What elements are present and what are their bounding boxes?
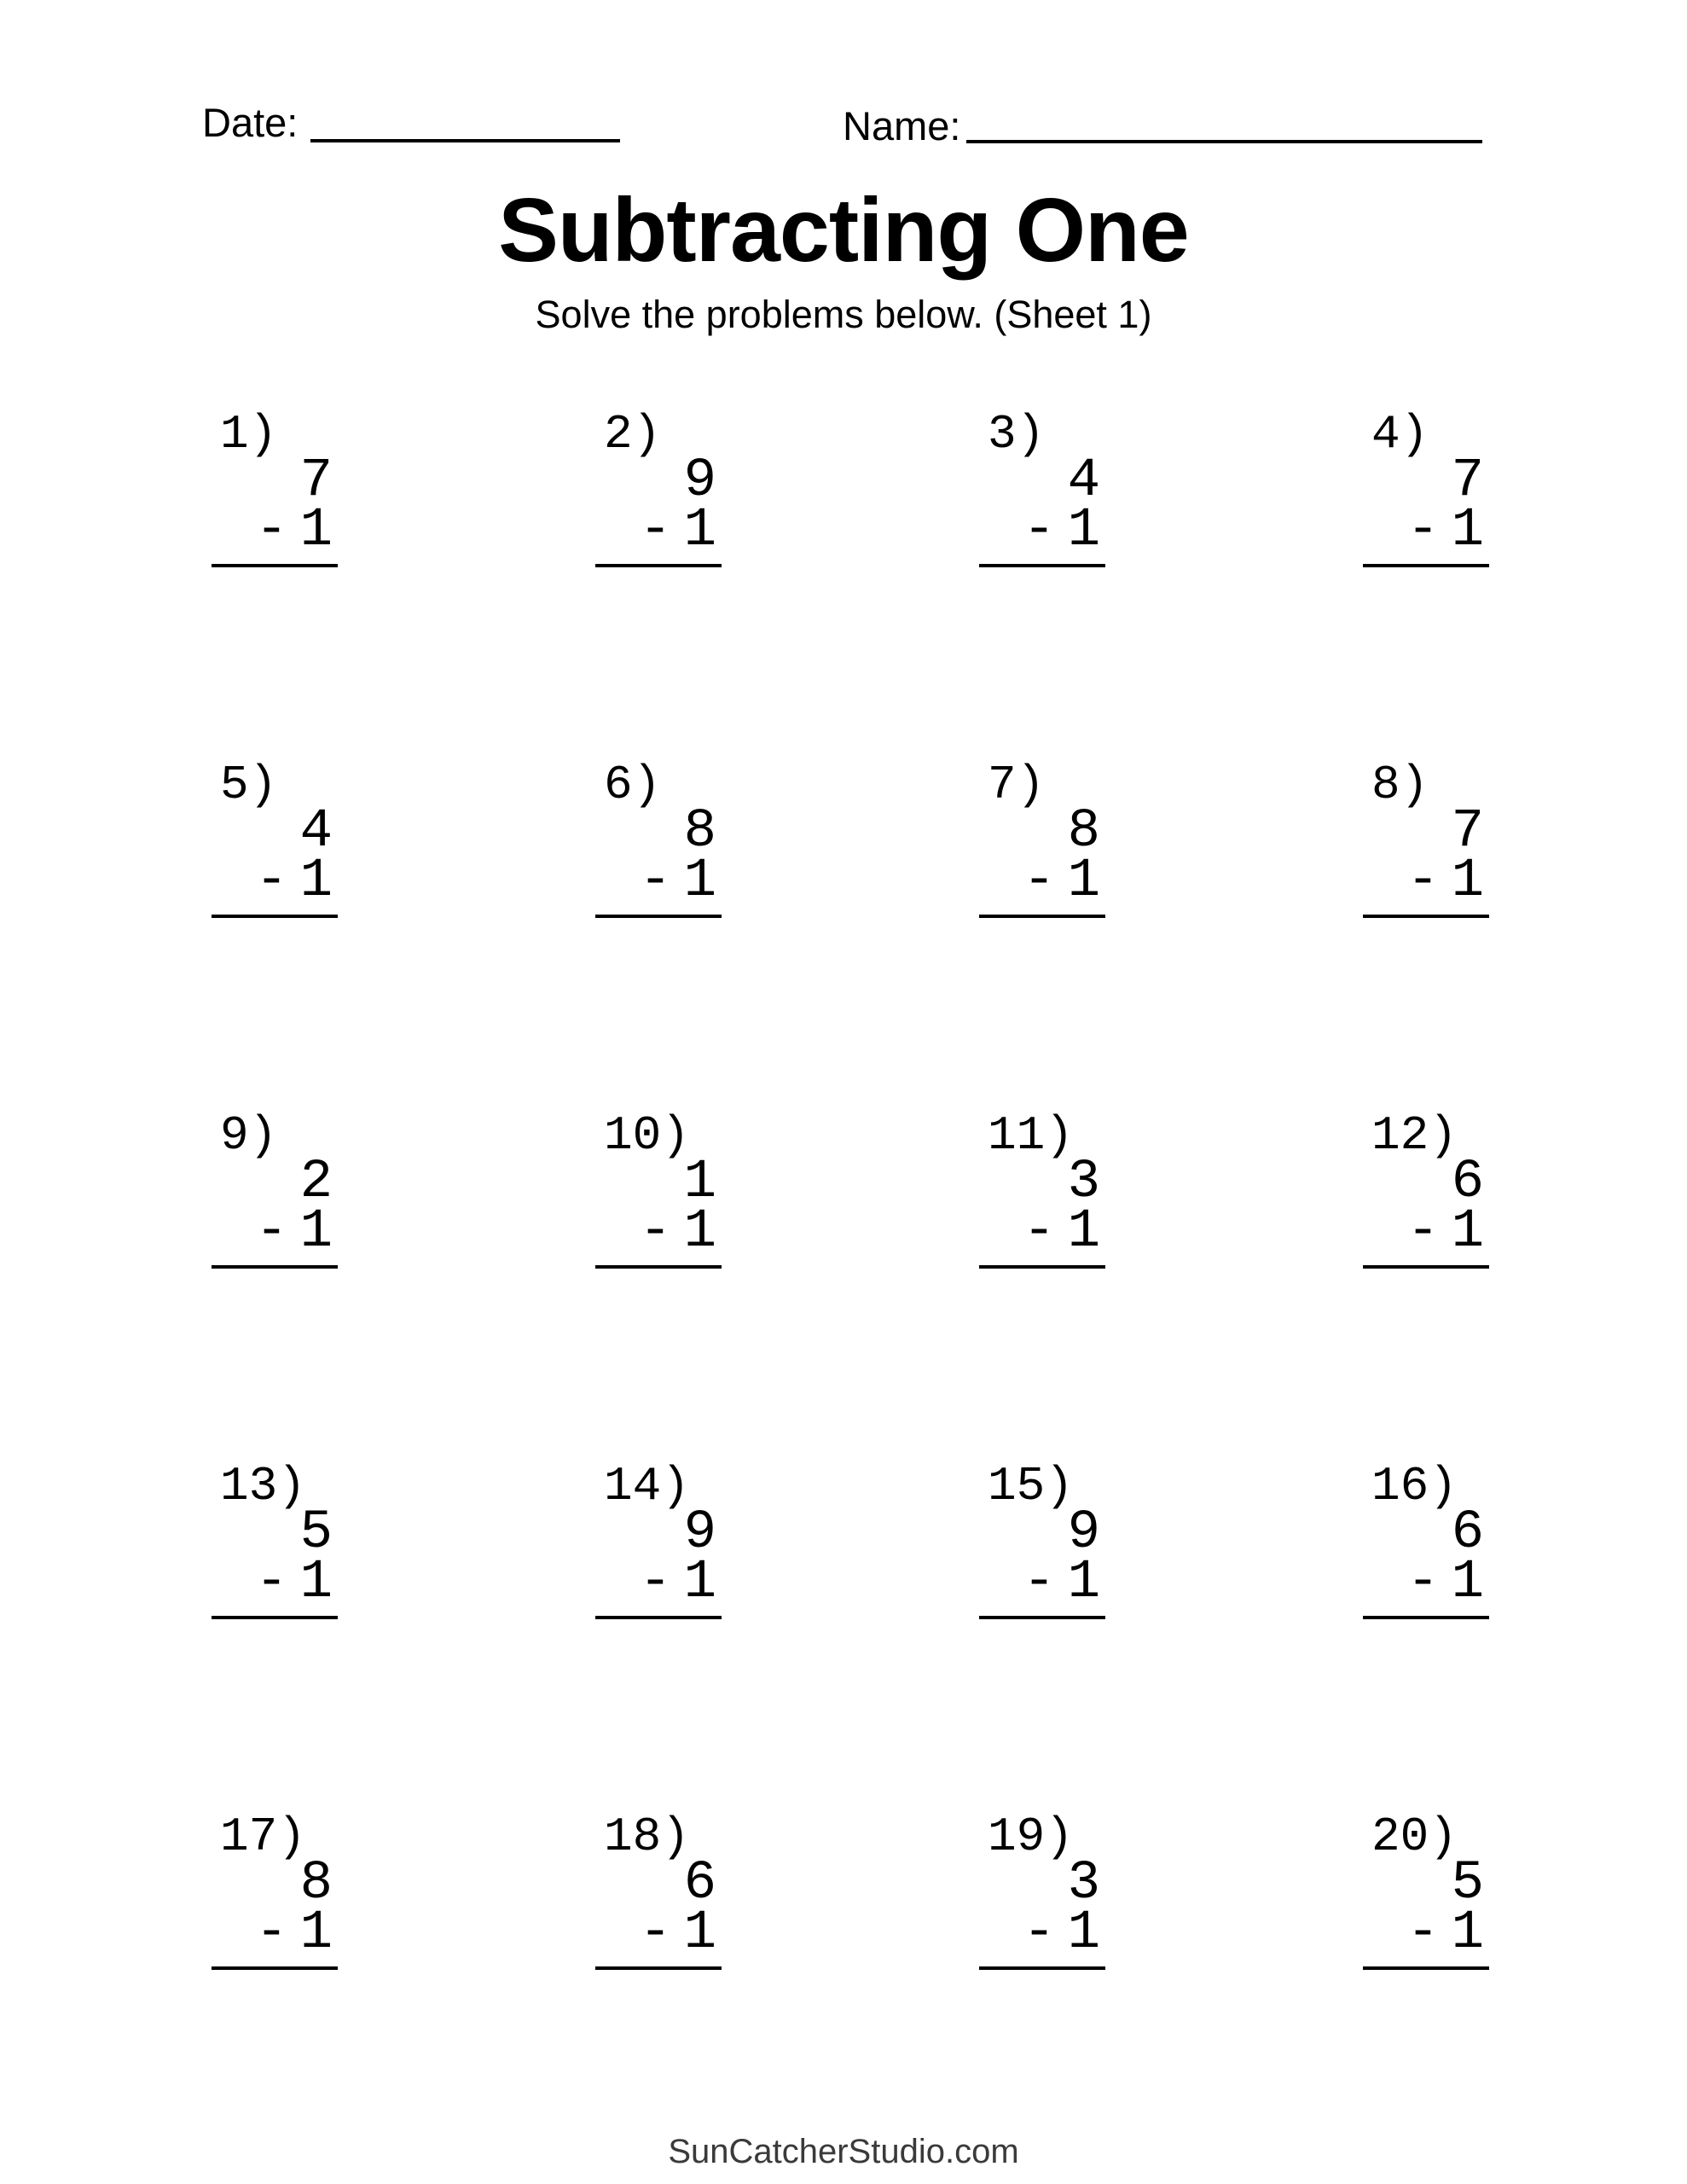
subtrahend: 1: [1067, 500, 1100, 561]
answer-line: [1363, 1966, 1489, 1970]
problem: [212, 1459, 338, 1618]
minuend: 6: [1451, 1502, 1484, 1564]
problem: [1363, 1809, 1489, 1968]
problem-number: 12): [1371, 1108, 1458, 1163]
answer-line: [595, 564, 722, 567]
subtrahend-row: [1363, 500, 1489, 561]
minus-sign: -: [1406, 1552, 1440, 1613]
minus-sign: -: [1023, 1902, 1056, 1964]
minuend: 7: [1451, 801, 1484, 863]
problem: [1363, 407, 1489, 566]
problem: [979, 758, 1105, 916]
subtrahend: 1: [1451, 500, 1484, 561]
subtrahend-row: [212, 500, 338, 561]
answer-line: [212, 564, 338, 567]
problem-number: 17): [220, 1809, 306, 1864]
problem: [595, 758, 722, 916]
subtrahend: 1: [299, 1201, 333, 1263]
subtrahend-row: [1363, 1902, 1489, 1964]
problem-number: 3): [988, 407, 1046, 462]
minus-sign: -: [639, 1552, 672, 1613]
problem-number: 20): [1371, 1809, 1458, 1864]
minus-sign: -: [1406, 851, 1440, 912]
problem: [595, 407, 722, 566]
subtrahend: 1: [1067, 1201, 1100, 1263]
problem: [212, 1108, 338, 1267]
minuend: 3: [1067, 1152, 1100, 1213]
subtrahend: 1: [683, 1552, 716, 1613]
answer-line: [595, 1265, 722, 1269]
problem-number: 19): [988, 1809, 1074, 1864]
problem-number: 16): [1371, 1459, 1458, 1513]
subtrahend: 1: [683, 851, 716, 912]
minuend: 8: [683, 801, 716, 863]
minuend: 9: [683, 450, 716, 512]
minus-sign: -: [639, 851, 672, 912]
answer-line: [1363, 915, 1489, 918]
page-subtitle: Solve the problems below. (Sheet 1): [535, 293, 1152, 336]
minus-sign: -: [639, 1201, 672, 1263]
problem-number: 8): [1371, 758, 1429, 812]
minuend: 4: [299, 801, 333, 863]
answer-line: [1363, 1265, 1489, 1269]
problem: [979, 1809, 1105, 1968]
minuend: 2: [299, 1152, 333, 1213]
subtrahend-row: [979, 500, 1105, 561]
minuend: 9: [683, 1502, 716, 1564]
minuend: 5: [299, 1502, 333, 1564]
subtrahend: 1: [1451, 1201, 1484, 1263]
subtrahend: 1: [299, 1552, 333, 1613]
problem: [1363, 758, 1489, 916]
problem: [979, 1459, 1105, 1618]
subtrahend-row: [979, 1552, 1105, 1613]
problems-grid: [212, 407, 1489, 1968]
answer-line: [595, 1966, 722, 1970]
minuend: 7: [299, 450, 333, 512]
problem: [1363, 1108, 1489, 1267]
problem-number: 5): [220, 758, 278, 812]
problem-number: 15): [988, 1459, 1074, 1513]
answer-line: [595, 915, 722, 918]
minus-sign: -: [639, 1902, 672, 1964]
problem-number: 14): [604, 1459, 690, 1513]
minus-sign: -: [255, 1201, 288, 1263]
subtrahend: 1: [683, 500, 716, 561]
minus-sign: -: [255, 1902, 288, 1964]
subtrahend-row: [595, 500, 722, 561]
minuend: 1: [683, 1152, 716, 1213]
answer-line: [595, 1616, 722, 1619]
problem-number: 4): [1371, 407, 1429, 462]
subtrahend-row: [1363, 1552, 1489, 1613]
problem-number: 11): [988, 1108, 1074, 1163]
answer-line: [212, 1616, 338, 1619]
subtrahend-row: [979, 851, 1105, 912]
minuend: 6: [1451, 1152, 1484, 1213]
subtrahend-row: [979, 1201, 1105, 1263]
minuend: 8: [299, 1853, 333, 1914]
subtrahend: 1: [1067, 1902, 1100, 1964]
footer-site: SunCatcherStudio.com: [668, 2133, 1019, 2170]
subtrahend-row: [595, 1201, 722, 1263]
answer-line: [212, 915, 338, 918]
subtrahend-row: [212, 851, 338, 912]
answer-line: [979, 915, 1105, 918]
subtrahend-row: [212, 1552, 338, 1613]
minuend: 6: [683, 1853, 716, 1914]
subtrahend-row: [595, 1552, 722, 1613]
page-title: Subtracting One: [498, 180, 1189, 281]
subtrahend-row: [1363, 1201, 1489, 1263]
problem-number: 13): [220, 1459, 306, 1513]
problem: [595, 1809, 722, 1968]
problem-number: 6): [604, 758, 662, 812]
answer-line: [979, 564, 1105, 567]
minuend: 5: [1451, 1853, 1484, 1914]
answer-line: [979, 1265, 1105, 1269]
minuend: 9: [1067, 1502, 1100, 1564]
subtrahend: 1: [299, 500, 333, 561]
problem-number: 18): [604, 1809, 690, 1864]
date-label: Date:: [202, 100, 299, 145]
subtrahend: 1: [1451, 1552, 1484, 1613]
subtrahend-row: [212, 1201, 338, 1263]
subtrahend: 1: [683, 1201, 716, 1263]
name-label: Name:: [843, 103, 961, 148]
problem-number: 2): [604, 407, 662, 462]
answer-line: [979, 1616, 1105, 1619]
subtrahend: 1: [1451, 851, 1484, 912]
name-write-line: [966, 140, 1482, 143]
problem: [212, 758, 338, 916]
subtrahend-row: [979, 1902, 1105, 1964]
problem: [595, 1459, 722, 1618]
minus-sign: -: [1406, 1902, 1440, 1964]
minuend: 3: [1067, 1853, 1100, 1914]
problem: [979, 407, 1105, 566]
minus-sign: -: [255, 851, 288, 912]
problem: [595, 1108, 722, 1267]
minus-sign: -: [255, 500, 288, 561]
minus-sign: -: [1023, 1552, 1056, 1613]
problem-number: 1): [220, 407, 278, 462]
subtrahend: 1: [1067, 1552, 1100, 1613]
subtrahend-row: [595, 851, 722, 912]
answer-line: [212, 1966, 338, 1970]
minus-sign: -: [1023, 1201, 1056, 1263]
answer-line: [1363, 564, 1489, 567]
minus-sign: -: [1023, 500, 1056, 561]
problem: [1363, 1459, 1489, 1618]
subtrahend-row: [1363, 851, 1489, 912]
subtrahend: 1: [1067, 851, 1100, 912]
subtrahend: 1: [1451, 1902, 1484, 1964]
subtrahend: 1: [299, 1902, 333, 1964]
minus-sign: -: [1406, 500, 1440, 561]
problem: [979, 1108, 1105, 1267]
answer-line: [979, 1966, 1105, 1970]
problem-number: 10): [604, 1108, 690, 1163]
minuend: 4: [1067, 450, 1100, 512]
minus-sign: -: [255, 1552, 288, 1613]
minuend: 7: [1451, 450, 1484, 512]
subtrahend: 1: [299, 851, 333, 912]
minus-sign: -: [1406, 1201, 1440, 1263]
subtrahend-row: [595, 1902, 722, 1964]
minus-sign: -: [639, 500, 672, 561]
problem-number: 7): [988, 758, 1046, 812]
answer-line: [1363, 1616, 1489, 1619]
date-write-line: [310, 139, 620, 142]
subtrahend-row: [212, 1902, 338, 1964]
subtrahend: 1: [683, 1902, 716, 1964]
problem: [212, 1809, 338, 1968]
minus-sign: -: [1023, 851, 1056, 912]
minuend: 8: [1067, 801, 1100, 863]
problem-number: 9): [220, 1108, 278, 1163]
answer-line: [212, 1265, 338, 1269]
problem: [212, 407, 338, 566]
